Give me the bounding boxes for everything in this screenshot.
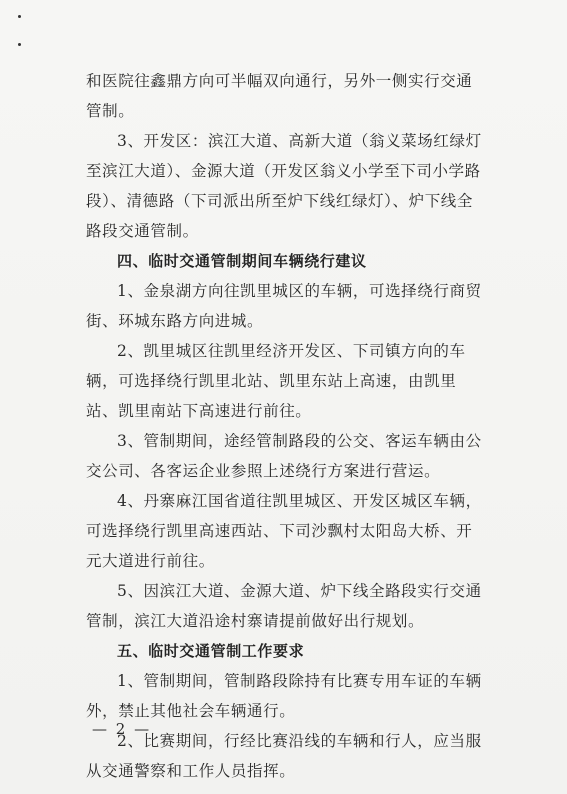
page-number: — 2 — [92, 720, 152, 738]
binding-hole-mark [18, 43, 21, 46]
section-heading: 五、临时交通管制工作要求 [117, 642, 305, 660]
paragraph: 1、管制期间，管制路段除持有比赛专用车证的车辆外，禁止其他社会车辆通行。 [86, 672, 482, 720]
paragraph: 5、因滨江大道、金源大道、炉下线全路段实行交通管制，滨江大道沿途村寨请提前做好出行规划。 [86, 582, 482, 630]
paragraph: 4、丹寨麻江国省道往凯里城区、开发区城区车辆，可选择绕行凯里高速西站、下司沙飘村太阳岛大桥、开元大道进行前往。 [86, 492, 482, 570]
document-body [86, 66, 486, 786]
paragraph: 2、比赛期间，行经比赛沿线的车辆和行人，应当服从交通警察和工作人员指挥。 [86, 732, 482, 780]
paragraph: 1、金泉湖方向往凯里城区的车辆，可选择绕行商贸街、环城东路方向进城。 [86, 282, 482, 330]
binding-hole-mark [18, 15, 21, 18]
paragraph: 和医院往鑫鼎方向可半幅双向通行，另外一侧实行交通管制。 [86, 72, 473, 120]
paragraph: 3、管制期间，途经管制路段的公交、客运车辆由公交公司、各客运企业参照上述绕行方案进行营运。 [86, 432, 482, 480]
paragraph: 3、开发区：滨江大道、高新大道（翁义菜场红绿灯至滨江大道）、金源大道（开发区翁义小学至下司小学路段）、清德路（下司派出所至炉下线红绿灯）、炉下线全路段交通管制。 [86, 132, 482, 240]
paragraph: 2、凯里城区往凯里经济开发区、下司镇方向的车辆，可选择绕行凯里北站、凯里东站上高速，由凯里站、凯里南站下高速进行前往。 [86, 342, 466, 420]
section-heading: 四、临时交通管制期间车辆绕行建议 [117, 252, 367, 270]
